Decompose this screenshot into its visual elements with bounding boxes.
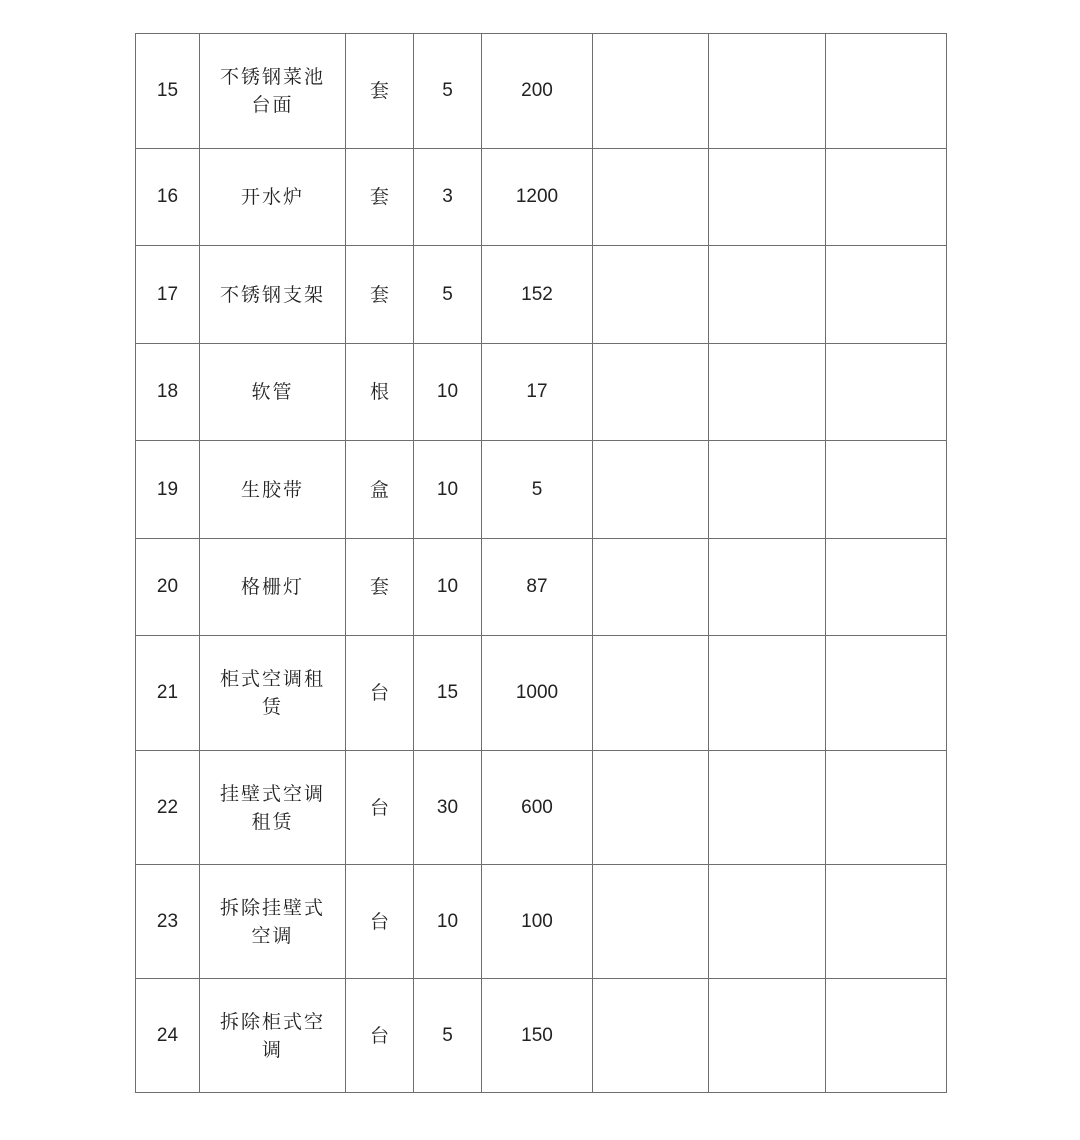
table-row xyxy=(136,865,947,979)
quantity-cell: 5 xyxy=(414,34,482,149)
price-cell: 200 xyxy=(482,34,593,149)
item-name-line: 拆除挂壁式 xyxy=(219,896,325,919)
empty-cell xyxy=(826,246,947,344)
item-name-line: 赁 xyxy=(261,696,283,718)
empty-cell xyxy=(593,246,709,344)
item-name-cell xyxy=(200,865,346,979)
item-name-cell xyxy=(200,441,346,539)
table-row xyxy=(136,246,947,344)
table-body xyxy=(136,34,947,1093)
unit-cell: 台 xyxy=(346,636,414,751)
table-row xyxy=(136,34,947,149)
item-name-cell xyxy=(200,979,346,1093)
item-name-cell xyxy=(200,636,346,751)
empty-cell xyxy=(709,979,826,1093)
empty-cell xyxy=(826,979,947,1093)
item-name-cell xyxy=(200,246,346,344)
item-name xyxy=(217,183,329,211)
item-name xyxy=(217,63,329,119)
table-row xyxy=(136,149,947,246)
item-name-line: 格栅灯 xyxy=(240,576,304,598)
price-cell: 152 xyxy=(482,246,593,344)
item-name-cell xyxy=(200,539,346,636)
row-number-cell: 24 xyxy=(136,979,200,1093)
row-number-cell: 23 xyxy=(136,865,200,979)
item-name xyxy=(217,894,329,950)
empty-cell xyxy=(826,441,947,539)
unit-cell: 根 xyxy=(346,344,414,441)
price-cell: 87 xyxy=(482,539,593,636)
quantity-cell: 10 xyxy=(414,441,482,539)
price-cell: 150 xyxy=(482,979,593,1093)
table-row xyxy=(136,636,947,751)
item-name-line: 柜式空调租 xyxy=(219,668,325,690)
unit-cell: 台 xyxy=(346,865,414,979)
quantity-cell: 3 xyxy=(414,149,482,246)
item-name-cell xyxy=(200,751,346,865)
item-name-cell xyxy=(200,149,346,246)
row-number-cell: 20 xyxy=(136,539,200,636)
item-name xyxy=(217,780,329,836)
empty-cell xyxy=(826,751,947,865)
item-name-line: 挂壁式空调 xyxy=(219,782,325,805)
empty-cell xyxy=(826,539,947,636)
empty-cell xyxy=(593,539,709,636)
item-name-line: 调 xyxy=(261,1038,283,1061)
item-name-line: 空调 xyxy=(251,924,294,947)
table-row xyxy=(136,441,947,539)
item-name xyxy=(217,1008,329,1064)
unit-cell: 套 xyxy=(346,149,414,246)
price-cell: 17 xyxy=(482,344,593,441)
empty-cell xyxy=(709,34,826,149)
item-name xyxy=(217,476,329,504)
item-name-line: 软管 xyxy=(251,381,294,403)
items-table xyxy=(135,33,947,1093)
row-number-cell: 16 xyxy=(136,149,200,246)
item-name-line: 不锈钢支架 xyxy=(219,283,325,306)
empty-cell xyxy=(709,246,826,344)
item-name-line: 不锈钢菜池 xyxy=(219,66,325,88)
price-cell: 100 xyxy=(482,865,593,979)
quantity-cell: 10 xyxy=(414,865,482,979)
row-number-cell: 22 xyxy=(136,751,200,865)
empty-cell xyxy=(593,636,709,751)
row-number-cell: 19 xyxy=(136,441,200,539)
empty-cell xyxy=(593,979,709,1093)
item-name-line: 拆除柜式空 xyxy=(219,1010,325,1033)
item-name-line: 台面 xyxy=(251,94,294,116)
unit-cell: 台 xyxy=(346,751,414,865)
row-number-cell: 17 xyxy=(136,246,200,344)
empty-cell xyxy=(593,865,709,979)
unit-cell: 盒 xyxy=(346,441,414,539)
item-name xyxy=(217,281,329,309)
quantity-cell: 30 xyxy=(414,751,482,865)
row-number-cell: 15 xyxy=(136,34,200,149)
price-cell: 600 xyxy=(482,751,593,865)
item-name-line: 生胶带 xyxy=(240,478,304,501)
quantity-cell: 10 xyxy=(414,344,482,441)
table-row xyxy=(136,751,947,865)
price-cell: 1200 xyxy=(482,149,593,246)
empty-cell xyxy=(709,865,826,979)
empty-cell xyxy=(826,344,947,441)
item-name xyxy=(217,573,329,601)
row-number-cell: 18 xyxy=(136,344,200,441)
unit-cell: 套 xyxy=(346,246,414,344)
empty-cell xyxy=(593,34,709,149)
quantity-cell: 15 xyxy=(414,636,482,751)
table-row xyxy=(136,539,947,636)
empty-cell xyxy=(709,441,826,539)
item-name xyxy=(217,665,329,721)
quantity-cell: 5 xyxy=(414,979,482,1093)
unit-cell: 套 xyxy=(346,34,414,149)
table-row xyxy=(136,979,947,1093)
row-number-cell: 21 xyxy=(136,636,200,751)
empty-cell xyxy=(826,34,947,149)
item-name-cell xyxy=(200,344,346,441)
empty-cell xyxy=(826,865,947,979)
unit-cell: 套 xyxy=(346,539,414,636)
empty-cell xyxy=(593,751,709,865)
table-row xyxy=(136,344,947,441)
item-name-cell xyxy=(200,34,346,149)
empty-cell xyxy=(709,636,826,751)
price-cell: 5 xyxy=(482,441,593,539)
empty-cell xyxy=(709,344,826,441)
unit-cell: 台 xyxy=(346,979,414,1093)
empty-cell xyxy=(709,539,826,636)
empty-cell xyxy=(826,149,947,246)
item-name xyxy=(217,378,329,406)
empty-cell xyxy=(709,149,826,246)
quantity-cell: 5 xyxy=(414,246,482,344)
item-name-line: 租赁 xyxy=(251,810,294,833)
empty-cell xyxy=(593,344,709,441)
empty-cell xyxy=(593,149,709,246)
empty-cell xyxy=(593,441,709,539)
price-cell: 1000 xyxy=(482,636,593,751)
quantity-cell: 10 xyxy=(414,539,482,636)
empty-cell xyxy=(709,751,826,865)
item-name-line: 开水炉 xyxy=(240,186,304,208)
empty-cell xyxy=(826,636,947,751)
